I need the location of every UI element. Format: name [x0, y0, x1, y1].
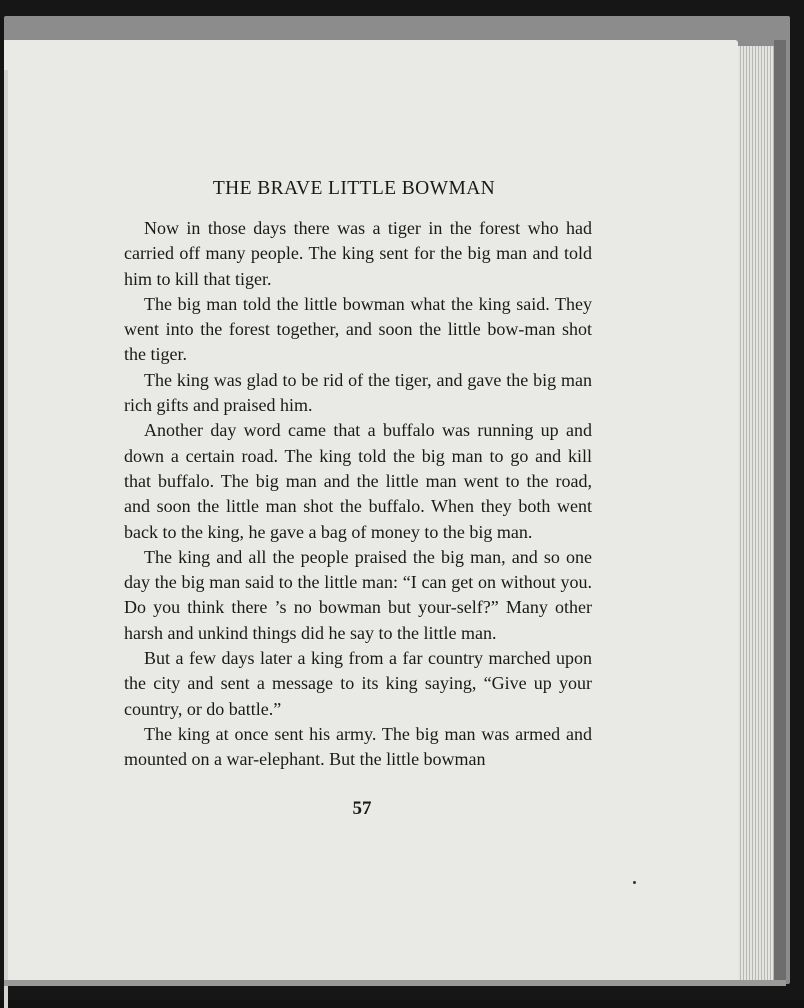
- book-cover: [4, 16, 790, 984]
- paragraph: But a few days later a king from a far country marched upon the city and sent a message to its king saying, “Give up your country, or do battle.”: [124, 648, 592, 719]
- paragraph: The king at once sent his army. The big man was armed and mounted on a war-elephant. But the little bowman: [124, 723, 592, 770]
- running-head: THE BRAVE LITTLE BOWMAN: [212, 178, 496, 199]
- page-number: 57: [352, 798, 372, 819]
- page-gutter: [4, 70, 8, 1008]
- ink-speck: [633, 881, 636, 884]
- body-text: [124, 216, 592, 773]
- paragraph: The big man told the little bowman what the king said. They went into the forest together, and soon the little bow-man shot the tiger.: [124, 293, 592, 365]
- paragraph: Another day word came that a buffalo was running up and down a certain road. The king told the big man to go and kill that buffalo. The big man and the little man went to the road, and soon the little man shot the buffalo. When they both went back to the king, he gave a bag of money to the big man.: [124, 420, 592, 542]
- paragraph: Now in those days there was a tiger in the forest who had carried off many people. The king sent for the big man and told him to kill that tiger.: [124, 218, 592, 289]
- page-bottom-shadow: [4, 980, 786, 986]
- paragraph: The king was glad to be rid of the tiger, and gave the big man rich gifts and praised him.: [124, 369, 592, 416]
- book-page: [4, 40, 738, 984]
- paragraph: The king and all the people praised the big man, and so one day the big man said to the little man: “I can get on without you. Do you think there ’s no bowman but your-self?” Many other harsh and unkind things did he say to the little man.: [124, 546, 592, 643]
- cover-edge: [774, 40, 786, 984]
